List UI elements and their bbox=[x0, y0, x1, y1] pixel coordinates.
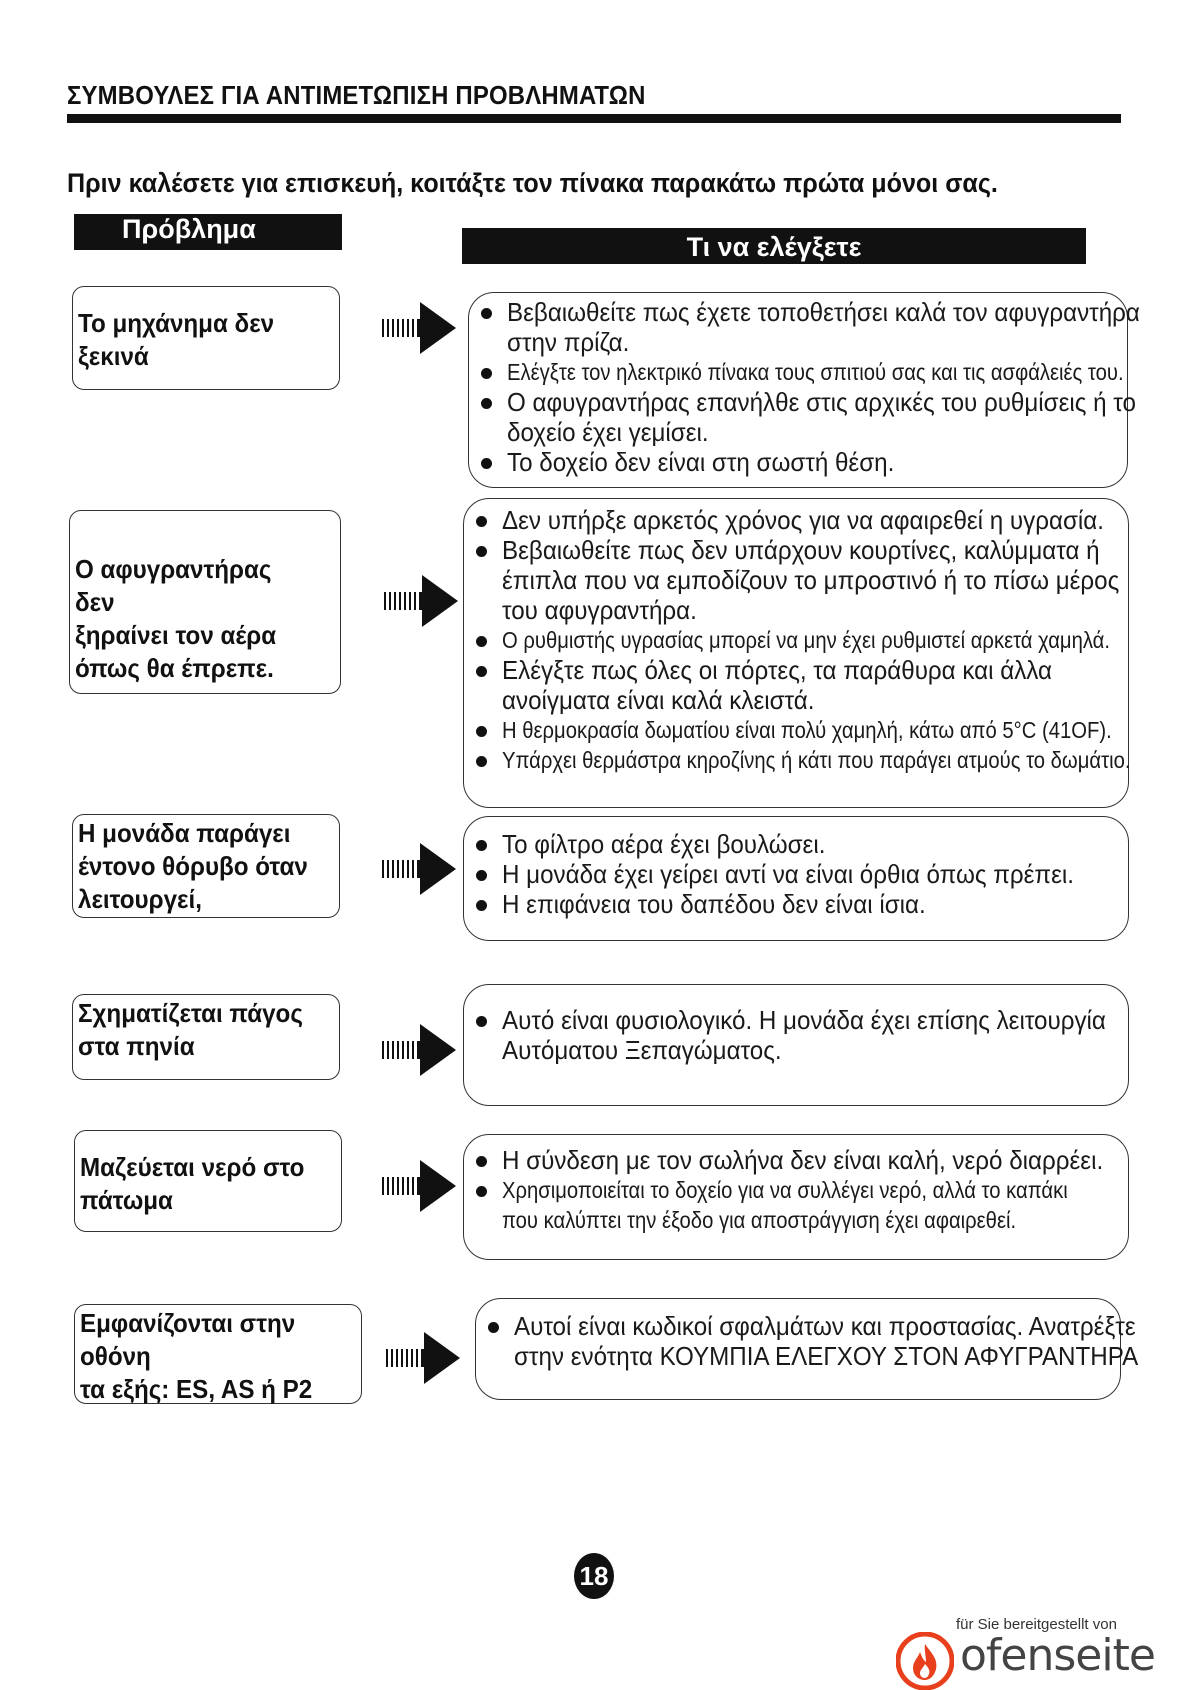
check-box bbox=[463, 816, 1129, 941]
arrow-right-icon bbox=[384, 1332, 460, 1384]
check-list bbox=[484, 1311, 1139, 1371]
check-item: Η επιφάνεια του δαπέδου δεν είναι ίσια. bbox=[472, 889, 1122, 919]
problem-text: πάτωμα bbox=[80, 1185, 173, 1215]
check-box bbox=[463, 1134, 1129, 1260]
check-box bbox=[463, 984, 1129, 1106]
check-item: Δεν υπήρξε αρκετός χρόνος για να αφαιρεθεί η υγρασία. bbox=[472, 505, 1122, 535]
section-title: ΣΥΜΒΟΥΛΕΣ ΓΙΑ ΑΝΤΙΜΕΤΩΠΙΣΗ ΠΡΟΒΛΗΜΑΤΩΝ bbox=[67, 80, 646, 110]
check-item: Βεβαιωθείτε πως έχετε τοποθετήσει καλά τον αφυγραντήρα στην πρίζα. bbox=[477, 297, 1121, 357]
arrow-right-icon bbox=[382, 575, 458, 627]
problem-text: στα πηνία bbox=[78, 1031, 195, 1061]
check-item: Υπάρχει θερμάστρα κηροζίνης ή κάτι που παράγει ατμούς το δωμάτιο. bbox=[472, 745, 1122, 775]
problem-text: Ο αφυγραντήρας δεν bbox=[75, 554, 272, 617]
problem-text: όπως θα έπρεπε. bbox=[75, 653, 274, 683]
check-item: Ελέγξτε τον ηλεκτρικό πίνακα τους σπιτιού σας και τις ασφάλειές του. bbox=[477, 357, 1121, 387]
check-item: Αυτό είναι φυσιολογικό. Η μονάδα έχει επίσης λειτουργία Αυτόματου Ξεπαγώματος. bbox=[472, 1005, 1122, 1065]
credit-text: für Sie bereitgestellt von bbox=[956, 1616, 1117, 1633]
problem-text: Μαζεύεται νερό στο bbox=[80, 1152, 305, 1182]
problem-box bbox=[74, 1304, 362, 1404]
arrow-right-icon bbox=[380, 302, 456, 354]
logo-text: ofenseite bbox=[960, 1630, 1155, 1681]
check-item: Βεβαιωθείτε πως δεν υπάρχουν κουρτίνες, καλύμματα ή έπιπλα που να εμποδίζουν το μπροστινό ή το πίσω μέρος του αφυγραντήρα. bbox=[472, 535, 1122, 625]
problem-box bbox=[72, 286, 340, 390]
check-item: Το δοχείο δεν είναι στη σωστή θέση. bbox=[477, 447, 1121, 477]
intro-text: Πριν καλέσετε για επισκευή, κοιτάξτε τον πίνακα παρακάτω πρώτα μόνοι σας. bbox=[67, 168, 998, 198]
problem-text: ξηραίνει τον αέρα bbox=[75, 620, 277, 650]
problem-box bbox=[72, 994, 340, 1080]
problem-box bbox=[72, 814, 340, 918]
check-box bbox=[463, 498, 1129, 808]
check-item: Ελέγξτε πως όλες οι πόρτες, τα παράθυρα και άλλα ανοίγματα είναι καλά κλειστά. bbox=[472, 655, 1122, 715]
check-item: Η μονάδα έχει γείρει αντί να είναι όρθια όπως πρέπει. bbox=[472, 859, 1122, 889]
problem-text: λειτουργεί, bbox=[78, 884, 202, 914]
check-list bbox=[472, 1005, 1122, 1065]
check-item: Αυτοί είναι κωδικοί σφαλμάτων και προστασίας. Ανατρέξτε στην ενότητα ΚΟΥΜΠΙΑ ΕΛΕΓΧΟΥ ΣΤΟΝ ΑΦΥΓΡΑΝΤΗΡΑ bbox=[484, 1311, 1114, 1371]
check-list bbox=[472, 1145, 1122, 1235]
problem-text: τα εξής: ES, AS ή P2 bbox=[80, 1374, 313, 1404]
check-item: Το φίλτρο αέρα έχει βουλώσει. bbox=[472, 829, 1122, 859]
check-box bbox=[475, 1298, 1139, 1400]
check-item: Ο ρυθμιστής υγρασίας μπορεί να μην έχει ρυθμιστεί αρκετά χαμηλά. bbox=[472, 625, 1122, 655]
flame-logo-icon bbox=[896, 1632, 954, 1690]
check-item: Χρησιμοποιείται το δοχείο για να συλλέγει νερό, αλλά το καπάκι που καλύπτει την έξοδο για αποστράγγιση έχει αφαιρεθεί. bbox=[472, 1175, 1122, 1235]
arrow-right-icon bbox=[380, 1160, 456, 1212]
arrow-right-icon bbox=[380, 1024, 456, 1076]
check-list bbox=[477, 297, 1140, 477]
column-header-check: Τι να ελέγξετε bbox=[462, 228, 1086, 264]
arrow-right-icon bbox=[380, 843, 456, 895]
page-number: 18 bbox=[574, 1553, 614, 1599]
check-list bbox=[472, 505, 1131, 775]
problem-box bbox=[69, 510, 341, 694]
problem-box bbox=[74, 1130, 342, 1232]
problem-text: Η μονάδα παράγει bbox=[78, 818, 291, 848]
problem-text: Σχηματίζεται πάγος bbox=[78, 998, 303, 1028]
check-box bbox=[468, 292, 1140, 488]
column-header-problem: Πρόβλημα bbox=[74, 214, 342, 250]
problem-text: έντονο θόρυβο όταν bbox=[78, 851, 308, 881]
check-list bbox=[472, 829, 1122, 919]
check-item: Η θερμοκρασία δωματίου είναι πολύ χαμηλή, κάτω από 5°C (41OF). bbox=[472, 715, 1122, 745]
check-item: Ο αφυγραντήρας επανήλθε στις αρχικές του ρυθμίσεις ή το δοχείο έχει γεμίσει. bbox=[477, 387, 1121, 447]
title-rule bbox=[67, 114, 1121, 123]
problem-text: Εμφανίζονται στην οθόνη bbox=[80, 1308, 296, 1371]
problem-text: Το μηχάνημα δεν ξεκινά bbox=[78, 308, 275, 371]
check-item: Η σύνδεση με τον σωλήνα δεν είναι καλή, νερό διαρρέει. bbox=[472, 1145, 1122, 1175]
